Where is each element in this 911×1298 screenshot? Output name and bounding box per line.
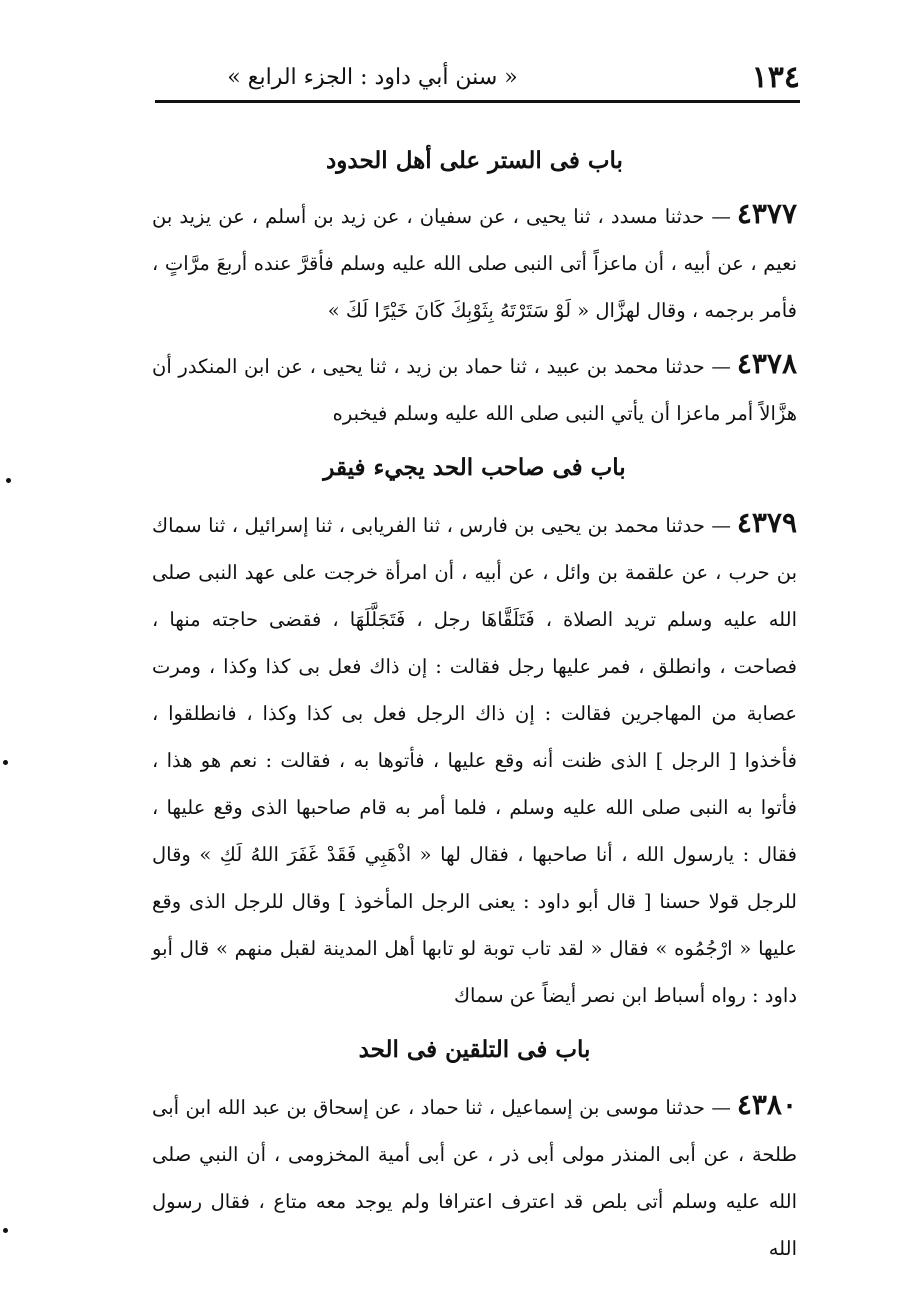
hadith-number: ٤٣٧٨	[736, 347, 797, 380]
scan-speck	[6, 478, 11, 483]
scan-speck	[3, 1228, 8, 1233]
hadith-number: ٤٣٧٩	[736, 506, 797, 539]
hadith-number: ٤٣٧٧	[736, 197, 797, 230]
hadith-text: — حدثنا موسى بن إسماعيل ، ثنا حماد ، عن إسحاق بن عبد الله ابن أبى طلحة ، عن أبى المنذر مولى أبى ذر ، عن أبى أمية المخزومى ، أن النبي صلى الله عليه وسلم أتى بلص قد اعترف اعترافا ولم يوجد معه متاع ، فقال رسول الله	[152, 1096, 797, 1260]
page-number: ١٣٤	[751, 60, 800, 95]
scan-speck	[3, 760, 8, 765]
hadith-paragraph	[152, 340, 797, 437]
hadith-text: — حدثنا مسدد ، ثنا يحيى ، عن سفيان ، عن زيد بن أسلم ، عن يزيد بن نعيم ، عن أبيه ، أن ماعزاً أتى النبى صلى الله عليه وسلم فأقرَّ عنده أربعَ مرَّاتٍ ، فأمر برجمه ، وقال لهزَّال « لَوْ سَتَرْتَهُ بِثَوْبِكَ كَانَ خَيْرًا لَكَ »	[152, 205, 797, 322]
running-title: « سنن أبي داود : الجزء الرابع »	[227, 65, 518, 90]
hadith-number: ٤٣٨٠	[736, 1088, 797, 1121]
header-rule	[155, 100, 800, 103]
hadith-text: — حدثنا محمد بن يحيى بن فارس ، ثنا الفريابى ، ثنا إسرائيل ، ثنا سماك بن حرب ، عن علقمة بن وائل ، عن أبيه ، أن امرأة خرجت على عهد النبى صلى الله عليه وسلم تريد الصلاة ، فَتَلَقَّاهَا رجل ، فَتَجَلَّلَهَا ، فقضى حاجته منها ، فصاحت ، وانطلق ، فمر عليها رجل فقالت : إن ذاك فعل بى كذا وكذا ، ومرت عصابة من المهاجرين فقالت : إن ذاك الرجل فعل بى كذا وكذا ، فانطلقوا ، فأخذوا [ الرجل ] الذى ظنت أنه وقع عليها ، فأتوها به ، فقالت : نعم هو هذا ، فأتوا به النبى صلى الله عليه وسلم ، فلما أمر به قام صاحبها الذى وقع عليها ، فقال : يارسول الله ، أنا صاحبها ، فقال لها « اذْهَبِي فَقَدْ غَفَرَ اللهُ لَكِ » وقال للرجل قولا حسنا [ قال أبو داود : يعنى الرجل المأخوذ ] وقال للرجل الذى وقع عليها « ارْجُمُوه » فقال « لقد تاب توبة لو تابها أهل المدينة لقبل منهم » قال أبو داود : رواه أسباط ابن نصر أيضاً عن سماك	[152, 514, 797, 1007]
hadith-paragraph	[152, 1081, 797, 1272]
chapter-title: باب فى التلقين فى الحد	[358, 1036, 591, 1063]
page-header	[155, 58, 800, 102]
chapter-title: باب فى صاحب الحد يجيء فيقر	[323, 454, 626, 481]
hadith-paragraph	[152, 190, 797, 334]
page-body	[152, 136, 797, 1278]
chapter-title: باب فى الستر على أهل الحدود	[326, 147, 623, 174]
hadith-paragraph	[152, 499, 797, 1019]
hadith-text: — حدثنا محمد بن عبيد ، ثنا حماد بن زيد ، ثنا يحيى ، عن ابن المنكدر أن هزَّالاً أمر ماعزا أن يأتي النبى صلى الله عليه وسلم فيخبره	[152, 355, 797, 425]
